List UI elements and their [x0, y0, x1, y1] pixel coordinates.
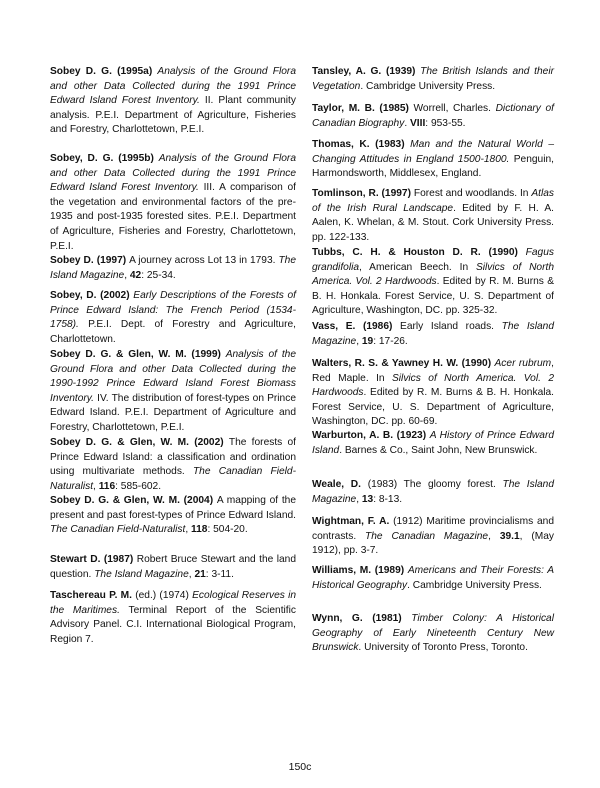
reference-author-bold: Warburton, A. B. (1923) — [312, 430, 430, 441]
reference-author-bold: Sobey D. G. & Glen, W. M. (1999) — [50, 349, 226, 360]
reference-author-bold: Sobey, D. G. (1995b) — [50, 153, 159, 164]
reference-title-italic: Acer rubrum — [494, 358, 552, 369]
reference-title-italic: Man and the Natural World – Changing Attitudes in England 1500-1800. — [312, 139, 554, 165]
reference-title-italic: The British Islands and their Vegetation — [312, 66, 554, 92]
reference-text: P.E.I. Dept. of Forestry and Agriculture, Charlottetown. — [50, 319, 296, 345]
reference-title-italic: The Canadian Field-Naturalist — [50, 524, 186, 536]
reference-entry — [50, 494, 296, 538]
reference-text: A journey across Lot 13 in 1793. — [129, 255, 279, 266]
reference-title-italic: The Island Magazine — [50, 255, 296, 281]
reference-entry — [312, 246, 554, 319]
reference-author-bold: Wightman, F. A. — [312, 516, 394, 527]
reference-entry — [50, 436, 296, 494]
reference-entry — [312, 478, 554, 507]
reference-text: , Red Maple. In — [312, 358, 554, 384]
reference-author-bold: Taschereau P. M. — [50, 590, 136, 601]
reference-entry — [50, 289, 296, 347]
reference-author-bold: VIII — [410, 117, 426, 129]
reference-text: : 953-55. — [425, 117, 466, 129]
reference-title-italic: The Island Magazine — [312, 321, 555, 347]
reference-entry — [50, 553, 296, 582]
reference-text: . Edited by F. H. A. Aalen, K. Whelan, & M. Stout. Cork University Press. pp. 122-133. — [312, 202, 554, 243]
reference-author-bold: 19 — [361, 335, 374, 347]
reference-text: (1912) Maritime provincialisms and contrasts. — [312, 516, 554, 542]
reference-text: (ed.) (1974) — [135, 590, 193, 601]
reference-title-italic: Dictionary of Canadian Biography — [312, 103, 554, 129]
reference-entry — [312, 138, 554, 182]
reference-entry — [50, 65, 296, 138]
reference-text: . Edited by R. M. Burns & B. H. Honkala. Forest Service, U. S. Department of Agriculture, Washington, DC. pp. 60-69. — [312, 387, 554, 428]
reference-text: : 25-34. — [141, 269, 176, 281]
page-number: 150c — [288, 761, 312, 773]
reference-title-italic: Analysis of the Ground Flora and other Data Collected during the 1991 Prince Edward Island Forest Inventory. — [50, 153, 296, 194]
reference-author-bold: Sobey D. G. & Glen, W. M. (2002) — [50, 437, 229, 448]
reference-text: . Cambridge University Press. — [407, 579, 542, 591]
reference-title-italic: A History of Prince Edward Island — [312, 430, 554, 456]
reference-text: . — [404, 117, 410, 129]
reference-title-italic: Timber Colony: A Historical Geography of Early Nineteenth Century New Brunswick — [312, 613, 554, 654]
reference-entry — [312, 187, 554, 245]
reference-entry — [312, 102, 554, 131]
reference-text: . Barnes & Co., Saint John, New Brunswick. — [339, 444, 538, 456]
reference-text: , American Beech. In — [359, 261, 476, 273]
reference-author-bold: Sobey D. (1997) — [50, 255, 130, 266]
reference-title-italic: Americans and Their Forests: A Historical Geography — [312, 565, 554, 591]
reference-text: , — [488, 530, 500, 542]
reference-author-bold: Tomlinson, R. (1997) — [312, 188, 414, 199]
reference-text: Early Island roads. — [400, 321, 502, 332]
reference-text: , (May 1912), pp. 3-7. — [312, 530, 554, 557]
reference-title-italic: The Canadian Magazine — [365, 530, 489, 542]
reference-author-bold: Sobey D. G. & Glen, W. M. (2004) — [50, 495, 217, 506]
reference-title-italic: Atlas of the Irish Rural Landscape — [312, 188, 554, 214]
reference-text: , — [356, 493, 362, 505]
reference-author-bold: Wynn, G. (1981) — [312, 613, 412, 624]
reference-text: , — [188, 568, 195, 580]
reference-author-bold: Williams, M. (1989) — [312, 565, 408, 576]
reference-author-bold: Stewart D. (1987) — [50, 554, 137, 565]
reference-text: : 8-13. — [373, 493, 403, 505]
reference-title-italic: The Canadian Field-Naturalist — [50, 466, 296, 492]
reference-entry — [50, 254, 296, 283]
reference-text: Robert Bruce Stewart and the land question. — [50, 554, 296, 580]
reference-text: , — [356, 335, 362, 347]
reference-text: II. Plant community analysis. P.E.I. Department of Agriculture, Fisheries and Forestry, Charlottetown, P.E.I. — [50, 95, 296, 136]
reference-text: : 504-20. — [207, 524, 248, 536]
reference-text: Terminal Report of the Scientific Advisory Panel. C.I. International Biological Program, Region 7. — [50, 604, 296, 645]
reference-title-italic: Silvics of North America. Vol. 2 Hardwoods — [312, 261, 554, 288]
reference-text: . University of Toronto Press, Toronto. — [358, 642, 528, 654]
reference-entry — [312, 515, 554, 559]
reference-author-bold: Thomas, K. (1983) — [312, 139, 411, 150]
reference-title-italic: The Island Magazine — [94, 568, 189, 580]
reference-text: , — [93, 480, 99, 492]
reference-text: , — [124, 269, 130, 281]
reference-title-italic: Analysis of the Ground Flora and other Data Collected during the 1990-1992 Prince Edward Island Forest Biomass Inventory. — [50, 349, 296, 404]
reference-author-bold: Weale, D. — [312, 479, 368, 490]
reference-entry — [312, 357, 554, 430]
reference-title-italic: Ecological Reserves in the Maritimes. — [50, 590, 297, 616]
reference-entry — [312, 612, 554, 656]
reference-text: The forests of Prince Edward Island: a classification and ordination using multivariate methods. — [50, 437, 296, 478]
reference-text: . Cambridge University Press. — [360, 80, 496, 92]
reference-author-bold: Tubbs, C. H. & Houston D. R. (1990) — [312, 247, 526, 258]
reference-author-bold: 116 — [98, 480, 116, 492]
reference-entry — [312, 429, 554, 458]
reference-entry — [50, 589, 296, 647]
reference-title-italic: The Island Magazine — [312, 479, 554, 505]
reference-author-bold: 39.1 — [499, 530, 520, 542]
reference-entry — [50, 152, 296, 254]
reference-title-italic: Silvics of North America. Vol. 2 Hardwoods — [312, 372, 554, 399]
reference-author-bold: 13 — [361, 493, 374, 505]
reference-text: IV. The distribution of forest-types on Prince Edward Island. P.E.I. Department of Agriculture and Forestry, Charlottetown, P.E.I. — [50, 392, 296, 433]
reference-text: A mapping of the present and past forest-types of Prince Edward Island. — [50, 495, 297, 521]
reference-text: . Edited by R. M. Burns & B. H. Honkala. Forest Service, U. S. Department of Agriculture, Washington, DC. pp. 325-32. — [312, 276, 554, 317]
reference-author-bold: 42 — [129, 269, 142, 281]
reference-author-bold: Taylor, M. B. (1985) — [312, 103, 414, 114]
reference-entry — [312, 564, 554, 593]
reference-author-bold: Walters, R. S. & Yawney H. W. (1990) — [312, 358, 495, 369]
reference-text: : 3-11. — [205, 568, 234, 580]
reference-text: : 585-602. — [115, 480, 162, 492]
reference-author-bold: Sobey, D. (2002) — [50, 290, 134, 301]
reference-title-italic: Early Descriptions of the Forests of Prince Edward Island: The French Period (1534-1758). — [50, 290, 296, 331]
reference-text: Forest and woodlands. In — [413, 188, 532, 199]
reference-text: , — [185, 524, 192, 536]
reference-entry — [312, 320, 554, 349]
reference-author-bold: Vass, E. (1986) — [312, 321, 401, 332]
reference-author-bold: 21 — [194, 568, 206, 580]
reference-text: (1983) The gloomy forest. — [367, 479, 503, 490]
reference-title-italic: Analysis of the Ground Flora and other Data Collected during the 1991 Prince Edward Island Forest Inventory. — [50, 66, 296, 107]
reference-author-bold: 118 — [191, 524, 208, 536]
reference-text: : 17-26. — [373, 335, 408, 347]
reference-entry — [50, 348, 296, 436]
reference-author-bold: Tansley, A. G. (1939) — [312, 66, 421, 77]
reference-entry — [312, 65, 554, 94]
reference-author-bold: Sobey D. G. (1995a) — [50, 66, 158, 77]
reference-text: III. A comparison of the vegetation and environmental factors of the pre-1935 and post-1935 forested sites. P.E.I. Department of Agriculture, Fisheries and Forestry, Charlottetown, P.E.I. — [50, 182, 296, 252]
reference-text: Worrell, Charles. — [413, 103, 496, 114]
reference-title-italic: Fagus grandifolia — [312, 247, 554, 273]
reference-text: Penguin, Harmondsworth, Middlesex, England. — [312, 153, 554, 180]
